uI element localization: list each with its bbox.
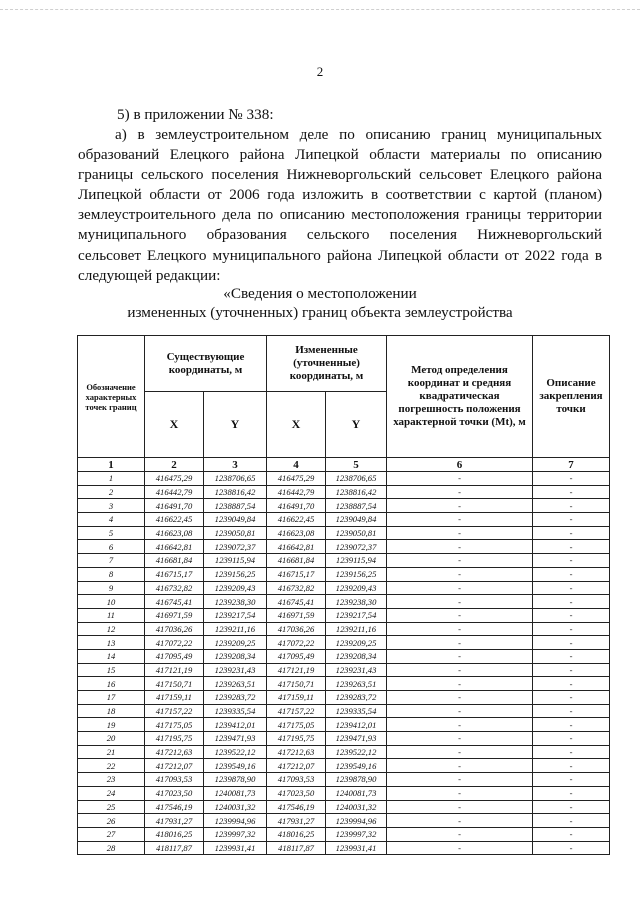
method-value: - [387, 472, 533, 486]
description-value: - [533, 800, 610, 814]
y-existing: 1239283,72 [204, 691, 267, 705]
description-value: - [533, 704, 610, 718]
x-changed: 417546,19 [267, 800, 326, 814]
x-changed: 416442,79 [267, 485, 326, 499]
table-row [78, 841, 610, 855]
y-changed: 1239217,54 [326, 608, 387, 622]
table-row [78, 485, 610, 499]
y-existing: 1239072,37 [204, 540, 267, 554]
method-value: - [387, 677, 533, 691]
x-existing: 416715,17 [145, 567, 204, 581]
column-number: 3 [204, 458, 267, 472]
header-method: Метод определения координат и средняя квадратическая погрешность положения характерной точки (Mt), м [387, 336, 533, 458]
method-value: - [387, 554, 533, 568]
page-number: 2 [316, 64, 324, 79]
y-existing: 1239238,30 [204, 595, 267, 609]
x-changed: 417175,05 [267, 718, 326, 732]
x-existing: 417546,19 [145, 800, 204, 814]
body-line: муниципального образования сельского поселения Нижневоргольский [78, 226, 602, 244]
y-existing: 1239997,32 [204, 827, 267, 841]
method-value: - [387, 622, 533, 636]
y-changed: 1239522,12 [326, 745, 387, 759]
point-number: 26 [78, 814, 145, 828]
x-existing: 418016,25 [145, 827, 204, 841]
y-changed: 1238816,42 [326, 485, 387, 499]
method-value: - [387, 773, 533, 787]
table-row [78, 663, 610, 677]
y-existing: 1239209,25 [204, 636, 267, 650]
y-existing: 1238887,54 [204, 499, 267, 513]
method-value: - [387, 540, 533, 554]
y-changed: 1239208,34 [326, 649, 387, 663]
method-value: - [387, 691, 533, 705]
method-value: - [387, 499, 533, 513]
y-existing: 1239208,34 [204, 649, 267, 663]
column-number-row [78, 458, 610, 472]
x-changed: 416642,81 [267, 540, 326, 554]
column-number: 5 [326, 458, 387, 472]
method-value: - [387, 732, 533, 746]
table-row [78, 581, 610, 595]
header-existing-coordinates: Существующие координаты, м [145, 336, 267, 392]
description-value: - [533, 595, 610, 609]
y-changed: 1239156,25 [326, 567, 387, 581]
y-changed: 1239997,32 [326, 827, 387, 841]
description-value: - [533, 841, 610, 855]
column-number: 6 [387, 458, 533, 472]
description-value: - [533, 827, 610, 841]
point-number: 13 [78, 636, 145, 650]
x-changed: 416745,41 [267, 595, 326, 609]
x-changed: 417195,75 [267, 732, 326, 746]
column-number: 2 [145, 458, 204, 472]
x-changed: 416715,17 [267, 567, 326, 581]
description-value: - [533, 718, 610, 732]
y-existing: 1238816,42 [204, 485, 267, 499]
y-changed: 1239115,94 [326, 554, 387, 568]
description-value: - [533, 732, 610, 746]
x-changed: 417072,22 [267, 636, 326, 650]
y-existing: 1239156,25 [204, 567, 267, 581]
table-row [78, 827, 610, 841]
y-changed: 1239412,01 [326, 718, 387, 732]
y-changed: 1239209,25 [326, 636, 387, 650]
x-existing: 417036,26 [145, 622, 204, 636]
point-number: 24 [78, 786, 145, 800]
point-number: 4 [78, 513, 145, 527]
x-existing: 417095,49 [145, 649, 204, 663]
description-value: - [533, 581, 610, 595]
method-value: - [387, 526, 533, 540]
y-existing: 1239931,41 [204, 841, 267, 855]
x-changed: 417212,07 [267, 759, 326, 773]
description-value: - [533, 540, 610, 554]
item-heading: 5) в приложении № 338: [117, 106, 274, 123]
y-existing: 1239211,16 [204, 622, 267, 636]
y-existing: 1239549,16 [204, 759, 267, 773]
description-value: - [533, 677, 610, 691]
table-row [78, 704, 610, 718]
x-changed: 417023,50 [267, 786, 326, 800]
y-changed: 1239878,90 [326, 773, 387, 787]
point-number: 3 [78, 499, 145, 513]
point-number: 22 [78, 759, 145, 773]
y-changed: 1239549,16 [326, 759, 387, 773]
x-changed: 416623,08 [267, 526, 326, 540]
y-changed: 1239263,51 [326, 677, 387, 691]
point-number: 25 [78, 800, 145, 814]
description-value: - [533, 663, 610, 677]
table-row [78, 759, 610, 773]
point-number: 11 [78, 608, 145, 622]
x-existing: 417175,05 [145, 718, 204, 732]
column-number: 4 [267, 458, 326, 472]
table-row [78, 472, 610, 486]
table-title-line2: измененных (уточненных) границ объекта землеустройства [127, 304, 513, 321]
x-changed: 417095,49 [267, 649, 326, 663]
body-line: сельсовет Елецкого муниципального района Липецкой области от 2022 года в [78, 246, 602, 264]
description-value: - [533, 814, 610, 828]
table-row [78, 595, 610, 609]
point-number: 21 [78, 745, 145, 759]
method-value: - [387, 814, 533, 828]
description-value: - [533, 786, 610, 800]
point-number: 15 [78, 663, 145, 677]
x-changed: 416732,82 [267, 581, 326, 595]
description-value: - [533, 691, 610, 705]
method-value: - [387, 745, 533, 759]
x-existing: 417072,22 [145, 636, 204, 650]
header-y-changed: Y [326, 392, 387, 458]
y-existing: 1239049,84 [204, 513, 267, 527]
y-changed: 1239931,41 [326, 841, 387, 855]
method-value: - [387, 513, 533, 527]
description-value: - [533, 485, 610, 499]
point-number: 14 [78, 649, 145, 663]
header-point-designation: Обозначение характерных точек границ [78, 336, 145, 458]
x-existing: 416475,29 [145, 472, 204, 486]
point-number: 28 [78, 841, 145, 855]
point-number: 19 [78, 718, 145, 732]
point-number: 9 [78, 581, 145, 595]
x-existing: 417157,22 [145, 704, 204, 718]
x-changed: 417212,63 [267, 745, 326, 759]
method-value: - [387, 759, 533, 773]
body-line: образований Елецкого района Липецкой области материалы по описанию [78, 146, 602, 164]
method-value: - [387, 485, 533, 499]
table-row [78, 745, 610, 759]
x-changed: 417121,19 [267, 663, 326, 677]
x-changed: 418016,25 [267, 827, 326, 841]
x-existing: 416491,70 [145, 499, 204, 513]
table-row [78, 526, 610, 540]
y-changed: 1239209,43 [326, 581, 387, 595]
body-line: Липецкой области от 2006 года изложить в соответствии с картой (планом) [78, 186, 602, 204]
x-changed: 416971,59 [267, 608, 326, 622]
header-x-existing: X [145, 392, 204, 458]
x-existing: 416622,45 [145, 513, 204, 527]
x-changed: 417036,26 [267, 622, 326, 636]
description-value: - [533, 745, 610, 759]
y-changed: 1240031,32 [326, 800, 387, 814]
y-existing: 1239522,12 [204, 745, 267, 759]
y-changed: 1239335,54 [326, 704, 387, 718]
y-existing: 1239412,01 [204, 718, 267, 732]
description-value: - [533, 759, 610, 773]
point-number: 6 [78, 540, 145, 554]
x-changed: 417093,53 [267, 773, 326, 787]
table-row [78, 718, 610, 732]
header-x-changed: X [267, 392, 326, 458]
x-existing: 417159,11 [145, 691, 204, 705]
point-number: 12 [78, 622, 145, 636]
x-existing: 417150,71 [145, 677, 204, 691]
y-existing: 1239994,96 [204, 814, 267, 828]
y-existing: 1238706,65 [204, 472, 267, 486]
method-value: - [387, 608, 533, 622]
description-value: - [533, 513, 610, 527]
point-number: 10 [78, 595, 145, 609]
x-existing: 417121,19 [145, 663, 204, 677]
x-existing: 417023,50 [145, 786, 204, 800]
method-value: - [387, 841, 533, 855]
table-row [78, 773, 610, 787]
description-value: - [533, 773, 610, 787]
x-changed: 417157,22 [267, 704, 326, 718]
table-row [78, 677, 610, 691]
y-changed: 1238706,65 [326, 472, 387, 486]
body-line: землеустроительного дела по описанию местоположения границы территории [78, 206, 602, 224]
x-changed: 416681,84 [267, 554, 326, 568]
description-value: - [533, 649, 610, 663]
point-number: 17 [78, 691, 145, 705]
y-changed: 1239994,96 [326, 814, 387, 828]
y-changed: 1239283,72 [326, 691, 387, 705]
body-paragraph [78, 125, 602, 286]
body-line: а) в землеустроительном деле по описанию границ муниципальных [115, 126, 602, 143]
x-existing: 416732,82 [145, 581, 204, 595]
x-existing: 416442,79 [145, 485, 204, 499]
method-value: - [387, 704, 533, 718]
point-number: 16 [78, 677, 145, 691]
column-number: 1 [78, 458, 145, 472]
x-changed: 416475,29 [267, 472, 326, 486]
table-row [78, 636, 610, 650]
table-row [78, 786, 610, 800]
body-line: следующей редакции: [78, 266, 221, 284]
y-existing: 1239209,43 [204, 581, 267, 595]
description-value: - [533, 526, 610, 540]
y-existing: 1239471,93 [204, 732, 267, 746]
method-value: - [387, 567, 533, 581]
method-value: - [387, 718, 533, 732]
x-changed: 416491,70 [267, 499, 326, 513]
point-number: 2 [78, 485, 145, 499]
table-row [78, 499, 610, 513]
y-changed: 1239211,16 [326, 622, 387, 636]
y-existing: 1240081,73 [204, 786, 267, 800]
description-value: - [533, 472, 610, 486]
x-changed: 417150,71 [267, 677, 326, 691]
table-row [78, 540, 610, 554]
point-number: 1 [78, 472, 145, 486]
table-row [78, 732, 610, 746]
method-value: - [387, 636, 533, 650]
y-changed: 1240081,73 [326, 786, 387, 800]
x-existing: 416681,84 [145, 554, 204, 568]
scan-top-edge [0, 9, 640, 10]
table-row [78, 554, 610, 568]
point-number: 8 [78, 567, 145, 581]
description-value: - [533, 499, 610, 513]
y-existing: 1240031,32 [204, 800, 267, 814]
y-existing: 1239115,94 [204, 554, 267, 568]
point-number: 23 [78, 773, 145, 787]
x-changed: 418117,87 [267, 841, 326, 855]
y-existing: 1239335,54 [204, 704, 267, 718]
y-changed: 1239049,84 [326, 513, 387, 527]
method-value: - [387, 649, 533, 663]
method-value: - [387, 786, 533, 800]
point-number: 18 [78, 704, 145, 718]
method-value: - [387, 595, 533, 609]
table-row [78, 649, 610, 663]
x-existing: 416971,59 [145, 608, 204, 622]
y-existing: 1239217,54 [204, 608, 267, 622]
point-number: 5 [78, 526, 145, 540]
table-title-line1: «Сведения о местоположении [223, 285, 417, 302]
y-changed: 1238887,54 [326, 499, 387, 513]
description-value: - [533, 554, 610, 568]
column-number: 7 [533, 458, 610, 472]
x-existing: 417195,75 [145, 732, 204, 746]
y-existing: 1239263,51 [204, 677, 267, 691]
description-value: - [533, 636, 610, 650]
x-changed: 416622,45 [267, 513, 326, 527]
description-value: - [533, 608, 610, 622]
x-changed: 417931,27 [267, 814, 326, 828]
table-row [78, 513, 610, 527]
method-value: - [387, 800, 533, 814]
table-body [78, 458, 610, 855]
y-existing: 1239050,81 [204, 526, 267, 540]
table-row [78, 608, 610, 622]
body-line: границы сельского поселения Нижневоргольский сельсовет Елецкого района [78, 166, 602, 184]
description-value: - [533, 622, 610, 636]
point-number: 20 [78, 732, 145, 746]
description-value: - [533, 567, 610, 581]
header-changed-coordinates: Измененные (уточненные) координаты, м [267, 336, 387, 392]
x-existing: 416642,81 [145, 540, 204, 554]
y-changed: 1239471,93 [326, 732, 387, 746]
table-row [78, 814, 610, 828]
y-existing: 1239878,90 [204, 773, 267, 787]
table-row [78, 567, 610, 581]
y-existing: 1239231,43 [204, 663, 267, 677]
method-value: - [387, 663, 533, 677]
y-changed: 1239238,30 [326, 595, 387, 609]
y-changed: 1239050,81 [326, 526, 387, 540]
coordinates-table [77, 335, 610, 855]
x-existing: 417212,07 [145, 759, 204, 773]
point-number: 7 [78, 554, 145, 568]
table-row [78, 800, 610, 814]
y-changed: 1239072,37 [326, 540, 387, 554]
point-number: 27 [78, 827, 145, 841]
method-value: - [387, 827, 533, 841]
x-existing: 418117,87 [145, 841, 204, 855]
y-changed: 1239231,43 [326, 663, 387, 677]
header-y-existing: Y [204, 392, 267, 458]
header-description: Описание закрепления точки [533, 336, 610, 458]
table-row [78, 622, 610, 636]
table-row [78, 691, 610, 705]
x-existing: 417093,53 [145, 773, 204, 787]
x-existing: 417931,27 [145, 814, 204, 828]
x-existing: 416623,08 [145, 526, 204, 540]
x-existing: 417212,63 [145, 745, 204, 759]
x-changed: 417159,11 [267, 691, 326, 705]
x-existing: 416745,41 [145, 595, 204, 609]
method-value: - [387, 581, 533, 595]
